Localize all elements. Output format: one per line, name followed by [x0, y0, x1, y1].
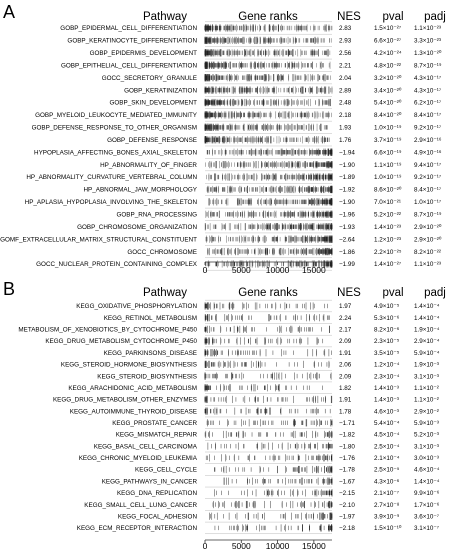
x-tick-label: 15000 [302, 265, 326, 275]
pathway-label: GOBP_EPITHELIAL_CELL_DIFFERENTIATION [60, 62, 197, 70]
pval-value: 8.4×10⁻²⁰ [374, 112, 402, 120]
gene-rank-barcode [207, 149, 332, 156]
pathway-label: GOCC_NUCLEAR_PROTEIN_CONTAINING_COMPLEX [36, 261, 197, 269]
pathway-label: KEGG_BASAL_CELL_CARCINOMA [93, 443, 197, 451]
column-header-pathway: Pathway [142, 287, 188, 299]
padj-value: 1.1×10⁻² [414, 396, 439, 404]
pval-value: 6.6×10⁻¹⁹ [374, 149, 402, 157]
table-row [117, 489, 440, 498]
pval-value: 1.5×10⁻¹⁰ [374, 525, 402, 533]
nes-value: −1.90 [339, 199, 355, 207]
table-row [67, 37, 441, 47]
padj-value: 2.9×10⁻²⁰ [414, 223, 442, 231]
nes-value: 1.91 [339, 396, 352, 404]
table-row [127, 248, 441, 258]
gene-rank-barcode [208, 443, 332, 450]
table-row [79, 454, 439, 463]
nes-value: 2.18 [339, 112, 352, 120]
nes-value: −1.94 [339, 149, 355, 157]
gene-rank-barcode [205, 372, 331, 379]
panel-letter: A [3, 2, 16, 22]
gene-rank-barcode [205, 302, 327, 309]
pval-value: 2.1×10⁻⁷ [374, 490, 400, 498]
padj-value: 8.7×10⁻¹⁹ [414, 211, 442, 219]
gene-rank-barcode [210, 513, 332, 520]
pathway-label: GOBP_SKIN_DEVELOPMENT [109, 99, 197, 107]
padj-value: 4.9×10⁻¹⁶ [414, 149, 442, 157]
nes-value: −1.97 [339, 513, 355, 521]
padj-value: 1.1×10⁻²³ [414, 261, 441, 269]
table-row [84, 501, 439, 510]
padj-value: 8.4×10⁻¹⁷ [414, 186, 442, 194]
padj-value: 3.1×10⁻⁷ [414, 525, 440, 533]
table-row [104, 314, 440, 323]
table-row [135, 466, 440, 475]
pval-value: 8.6×10⁻²⁰ [374, 186, 402, 194]
padj-value: 5.9×10⁻⁴ [414, 349, 440, 357]
nes-value: 2.93 [339, 37, 352, 45]
padj-value: 4.3×10⁻¹⁷ [414, 87, 442, 95]
panel-b [3, 279, 446, 550]
gene-rank-barcode [215, 524, 332, 531]
padj-value: 3.3×10⁻²³ [414, 37, 441, 45]
pval-value: 2.3×10⁻⁴ [374, 373, 400, 381]
pval-value: 2.2×10⁻²⁵ [374, 248, 402, 256]
gene-rank-barcode [205, 62, 330, 69]
pathway-label: GOBP_KERATINOCYTE_DIFFERENTIATION [67, 37, 197, 45]
pval-value: 3.9×10⁻⁹ [374, 513, 400, 521]
table-row [112, 419, 439, 428]
pathway-label: KEGG_FOCAL_ADHESION [117, 513, 197, 521]
pval-value: 4.8×10⁻²² [374, 62, 401, 70]
padj-value: 2.9×10⁻⁴ [414, 338, 440, 346]
gene-rank-barcode [205, 136, 330, 143]
table-row [77, 223, 442, 233]
table-row [124, 87, 442, 97]
padj-value: 2.9×10⁻² [414, 408, 439, 416]
padj-value: 1.9×10⁻⁴ [414, 326, 440, 334]
pathway-label: GOBP_MYELOID_LEUKOCYTE_MEDIATED_IMMUNITY [35, 112, 197, 120]
nes-value: 2.83 [339, 25, 352, 33]
pval-value: 7.0×10⁻²¹ [374, 199, 401, 207]
gene-rank-barcode [209, 198, 332, 205]
table-row [77, 524, 440, 533]
gene-rank-barcode [224, 478, 332, 485]
padj-value: 8.4×10⁻¹⁷ [414, 112, 442, 120]
nes-value: 1.76 [339, 136, 352, 144]
padj-value: 4.3×10⁻¹⁷ [414, 74, 442, 82]
table-row [107, 136, 442, 146]
gene-rank-barcode [205, 384, 322, 391]
gene-rank-barcode [205, 49, 330, 56]
panel-a [0, 2, 446, 275]
table-row [53, 396, 439, 405]
padj-value: 9.2×10⁻¹⁷ [414, 124, 442, 132]
column-header-nes: NES [337, 287, 361, 299]
nes-value: −1.76 [339, 455, 355, 463]
table-row [45, 337, 439, 346]
gene-rank-barcode [205, 396, 332, 403]
pval-value: 2.5×10⁻⁵ [374, 466, 400, 474]
pathway-label: HP_ABNORMALITY_OF_FINGER [100, 161, 197, 169]
padj-value: 1.3×10⁻²⁰ [414, 50, 442, 58]
nes-value: −2.18 [339, 525, 355, 533]
panel-letter: B [3, 279, 16, 299]
gene-rank-barcode [205, 87, 332, 94]
table-row [70, 408, 439, 417]
table-row [68, 384, 439, 393]
gene-rank-barcode [205, 37, 331, 44]
gene-rank-barcode [205, 337, 323, 344]
pathway-label: KEGG_CHRONIC_MYELOID_LEUKEMIA [78, 455, 197, 463]
pathway-label: GOCC_CHROMOSOME [127, 248, 197, 256]
pathway-label: KEGG_PARKINSONS_DISEASE [103, 349, 197, 357]
table-row [110, 99, 442, 109]
nes-value: 2.21 [339, 62, 352, 70]
pval-value: 5.3×10⁻⁶ [374, 314, 400, 322]
x-tick-label: 5000 [231, 541, 251, 550]
pathway-label: GOCC_SECRETORY_GRANULE [101, 74, 197, 82]
padj-value: 1.4×10⁻⁴ [414, 303, 440, 311]
nes-value: −1.92 [339, 186, 355, 194]
table-row [90, 49, 442, 59]
nes-value: 2.17 [339, 326, 352, 334]
pathway-label: KEGG_SMALL_CELL_LUNG_CANCER [84, 501, 197, 509]
nes-value: 2.48 [339, 99, 352, 107]
padj-value: 1.1×10⁻²³ [414, 25, 441, 33]
nes-value: 2.89 [339, 87, 352, 95]
nes-value: −2.10 [339, 501, 355, 509]
pval-value: 2.5×10⁻⁴ [374, 443, 400, 451]
padj-value: 6.2×10⁻¹⁷ [414, 99, 442, 107]
pathway-label: KEGG_DRUG_METABOLISM_CYTOCHROME_P450 [45, 338, 197, 346]
pathway-label: KEGG_PROSTATE_CANCER [112, 420, 197, 427]
pval-value: 4.2×10⁻²⁴ [374, 50, 402, 58]
pval-value: 3.2×10⁻²⁰ [374, 74, 402, 82]
table-row [35, 111, 442, 121]
column-header-pval: pval [382, 11, 404, 23]
padj-value: 3.6×10⁻⁷ [414, 513, 440, 521]
pval-value: 1.2×10⁻²³ [374, 236, 401, 244]
padj-value: 1.1×10⁻² [414, 384, 439, 392]
table-row [97, 372, 439, 381]
nes-value: 2.56 [339, 50, 352, 58]
padj-value: 8.2×10⁻²² [414, 248, 441, 256]
table-row [102, 478, 440, 487]
pval-value: 5.2×10⁻²² [374, 211, 401, 219]
table-row [118, 513, 440, 522]
padj-value: 1.9×10⁻³ [414, 361, 439, 369]
x-tick-label: 10000 [265, 265, 290, 275]
table-row [61, 62, 442, 72]
pval-value: 1.4×10⁻³ [374, 384, 399, 392]
pathway-label: KEGG_AUTOIMMUNE_THYROID_DISEASE [69, 408, 197, 416]
pathway-label: HP_ABNORMALITY_CURVATURE_VERTEBRAL_COLUMN [26, 174, 197, 182]
gene-rank-barcode [205, 361, 329, 368]
padj-value: 3.0×10⁻³ [414, 455, 439, 463]
pathway-label: KEGG_STEROID_HORMONE_BIOSYNTHESIS [60, 361, 197, 369]
gene-rank-barcode [206, 454, 332, 461]
pval-value: 1.1×10⁻¹⁹ [374, 161, 402, 169]
gene-rank-barcode [214, 466, 332, 473]
nes-value: 1.93 [339, 124, 352, 132]
x-tick-label: 0 [202, 265, 208, 275]
column-header-pval: pval [382, 287, 404, 299]
pval-value: 1.0×10⁻¹⁹ [374, 174, 402, 182]
column-header-pathway: Pathway [142, 11, 188, 23]
nes-value: −1.90 [339, 161, 355, 169]
pval-value: 6.6×10⁻²⁷ [374, 37, 402, 45]
pathway-label: KEGG_STEROID_BIOSYNTHESIS [97, 373, 197, 381]
column-header-padj: padj [424, 287, 446, 299]
pval-value: 5.4×10⁻²⁰ [374, 99, 402, 107]
padj-value: 2.9×10⁻¹⁶ [414, 136, 442, 144]
pval-value: 4.9×10⁻⁵ [374, 303, 400, 311]
pathway-label: HYPOPLASIA_AFFECTING_BONES_AXIAL_SKELETON [34, 149, 197, 157]
padj-value: 1.4×10⁻⁴ [414, 314, 440, 322]
padj-value: 1.4×10⁻⁴ [414, 478, 440, 486]
nes-value: −1.67 [339, 478, 355, 486]
nes-value: −1.96 [339, 211, 355, 219]
pathway-label: GOMF_EXTRACELLULAR_MATRIX_STRUCTURAL_CONSTITUENT [0, 236, 197, 244]
gene-rank-barcode [205, 408, 330, 415]
padj-value: 9.9×10⁻⁶ [414, 490, 440, 498]
table-row [18, 326, 439, 335]
gene-rank-barcode [206, 211, 332, 218]
pval-value: 4.5×10⁻⁴ [374, 431, 400, 439]
padj-value: 1.0×10⁻¹⁷ [414, 199, 442, 207]
nes-value: −1.93 [339, 223, 355, 231]
pval-value: 1.4×10⁻²⁷ [374, 261, 402, 269]
table-row [26, 173, 442, 183]
x-tick-label: 10000 [265, 541, 290, 550]
padj-value: 9.2×10⁻¹⁷ [414, 174, 442, 182]
nes-value: 2.04 [339, 74, 352, 82]
pathway-label: KEGG_MISMATCH_REPAIR [115, 431, 197, 439]
nes-value: −1.82 [339, 431, 355, 439]
pathway-label: KEGG_CELL_CYCLE [135, 466, 197, 474]
pathway-label: KEGG_ECM_RECEPTOR_INTERACTION [76, 525, 197, 533]
pval-value: 3.7×10⁻¹⁹ [374, 136, 402, 144]
gene-rank-barcode [214, 489, 332, 496]
gene-rank-barcode [206, 236, 332, 243]
pathway-label: KEGG_DRUG_METABOLISM_OTHER_ENZYMES [52, 396, 197, 404]
pval-value: 3.4×10⁻²⁰ [374, 87, 402, 95]
gene-rank-barcode [205, 326, 330, 333]
nes-value: −1.80 [339, 443, 355, 451]
pathway-label: GOBP_RNA_PROCESSING [116, 211, 197, 219]
pathway-label: KEGG_RETINOL_METABOLISM [103, 314, 197, 322]
nes-value: −1.89 [339, 174, 355, 182]
column-header-nes: NES [337, 11, 361, 23]
padj-value: 2.9×10⁻²⁰ [414, 236, 442, 244]
pathway-label: KEGG_PATHWAYS_IN_CANCER [101, 478, 197, 486]
pathway-label: GOBP_KERATINIZATION [124, 87, 197, 95]
pval-value: 1.4×10⁻²³ [374, 223, 401, 231]
pathway-label: KEGG_ARACHIDONIC_ACID_METABOLISM [68, 384, 197, 392]
table-row [76, 302, 439, 311]
table-row [102, 74, 442, 84]
pathway-label: GOBP_DEFENSE_RESPONSE_TO_OTHER_ORGANISM [31, 124, 197, 132]
gene-rank-barcode [205, 349, 332, 356]
pathway-label: KEGG_OXIDATIVE_PHOSPHORYLATION [76, 303, 197, 311]
table-row [94, 443, 439, 452]
pval-value: 1.5×10⁻²⁷ [374, 25, 402, 33]
gene-rank-barcode [205, 161, 332, 168]
gene-rank-barcode [205, 111, 331, 118]
nes-value: −1.86 [339, 248, 355, 256]
nes-value: 2.09 [339, 373, 352, 381]
pathway-label: GOBP_EPIDERMIS_DEVELOPMENT [89, 50, 197, 58]
pathway-label: GOBP_DEFENSE_RESPONSE [107, 136, 197, 144]
x-tick-label: 15000 [302, 541, 326, 550]
pval-value: 4.3×10⁻⁶ [374, 478, 400, 486]
padj-value: 3.1×10⁻³ [414, 443, 439, 451]
gene-rank-barcode [213, 501, 332, 508]
table-row [104, 349, 440, 358]
pval-value: 2.1×10⁻⁴ [374, 455, 400, 463]
column-header-gene-ranks: Gene ranks [238, 287, 298, 299]
gene-rank-barcode [207, 186, 332, 193]
pathway-label: HP_APLASIA_HYPOPLASIA_INVOLVING_THE_SKELETON [24, 199, 197, 207]
table-row [34, 149, 442, 159]
pval-value: 1.2×10⁻⁴ [374, 361, 400, 369]
gene-rank-barcode [205, 99, 331, 106]
gene-rank-barcode [207, 248, 332, 255]
x-tick-label: 0 [202, 541, 208, 550]
nes-value: −2.15 [339, 490, 355, 498]
column-header-gene-ranks: Gene ranks [238, 11, 298, 23]
nes-value: 1.97 [339, 303, 352, 311]
table-row [100, 161, 442, 171]
pval-value: 2.3×10⁻⁵ [374, 338, 400, 346]
padj-value: 5.9×10⁻³ [414, 420, 439, 427]
pval-value: 1.4×10⁻³ [374, 396, 399, 404]
nes-value: −1.71 [339, 420, 355, 427]
gene-rank-barcode [205, 314, 329, 321]
pathway-label: GOBP_EPIDERMAL_CELL_DIFFERENTIATION [60, 25, 197, 33]
table-row [0, 236, 442, 246]
table-row [32, 124, 442, 134]
gene-rank-barcode [205, 223, 332, 230]
nes-value: 2.09 [339, 338, 352, 346]
gene-rank-barcode [205, 74, 330, 81]
padj-value: 4.6×10⁻⁴ [414, 466, 440, 474]
nes-value: 1.78 [339, 408, 352, 416]
nes-value: −1.78 [339, 466, 355, 474]
pathway-label: KEGG_DNA_REPLICATION [116, 490, 197, 498]
pval-value: 3.5×10⁻⁵ [374, 349, 400, 357]
column-header-padj: padj [424, 11, 446, 23]
x-tick-label: 5000 [231, 265, 251, 275]
pval-value: 4.6×10⁻³ [374, 408, 399, 416]
table-row [25, 198, 442, 208]
gene-rank-barcode [206, 173, 332, 180]
padj-value: 5.2×10⁻³ [414, 431, 439, 439]
pval-value: 5.4×10⁻⁴ [374, 420, 400, 427]
pathway-label: METABOLISM_OF_XENOBIOTICS_BY_CYTOCHROME_P450 [18, 326, 197, 334]
nes-value: −2.64 [339, 236, 355, 244]
gene-rank-barcode [205, 431, 332, 438]
nes-value: 1.91 [339, 349, 352, 357]
padj-value: 1.7×10⁻⁶ [414, 501, 440, 509]
nes-value: −1.99 [339, 261, 355, 269]
nes-value: 2.24 [339, 314, 352, 322]
pathway-label: HP_ABNORMAL_JAW_MORPHOLOGY [83, 186, 197, 194]
nes-value: 1.82 [339, 384, 352, 392]
gene-rank-barcode [207, 419, 332, 426]
pval-value: 1.0×10⁻¹⁹ [374, 124, 402, 132]
table-row [60, 24, 441, 34]
padj-value: 8.7×10⁻¹⁹ [414, 62, 442, 70]
gene-rank-barcode [205, 124, 327, 131]
padj-value: 3.1×10⁻³ [414, 373, 439, 381]
table-row [61, 361, 439, 370]
nes-value: 2.06 [339, 361, 352, 369]
table-row [117, 211, 442, 221]
table-row [116, 431, 439, 440]
table-row [84, 186, 442, 196]
pval-value: 8.2×10⁻⁶ [374, 326, 400, 334]
pval-value: 2.7×10⁻⁸ [374, 501, 400, 509]
gene-rank-barcode [205, 24, 332, 31]
pathway-label: GOBP_CHROMOSOME_ORGANIZATION [77, 223, 197, 231]
padj-value: 9.4×10⁻¹⁷ [414, 161, 442, 169]
